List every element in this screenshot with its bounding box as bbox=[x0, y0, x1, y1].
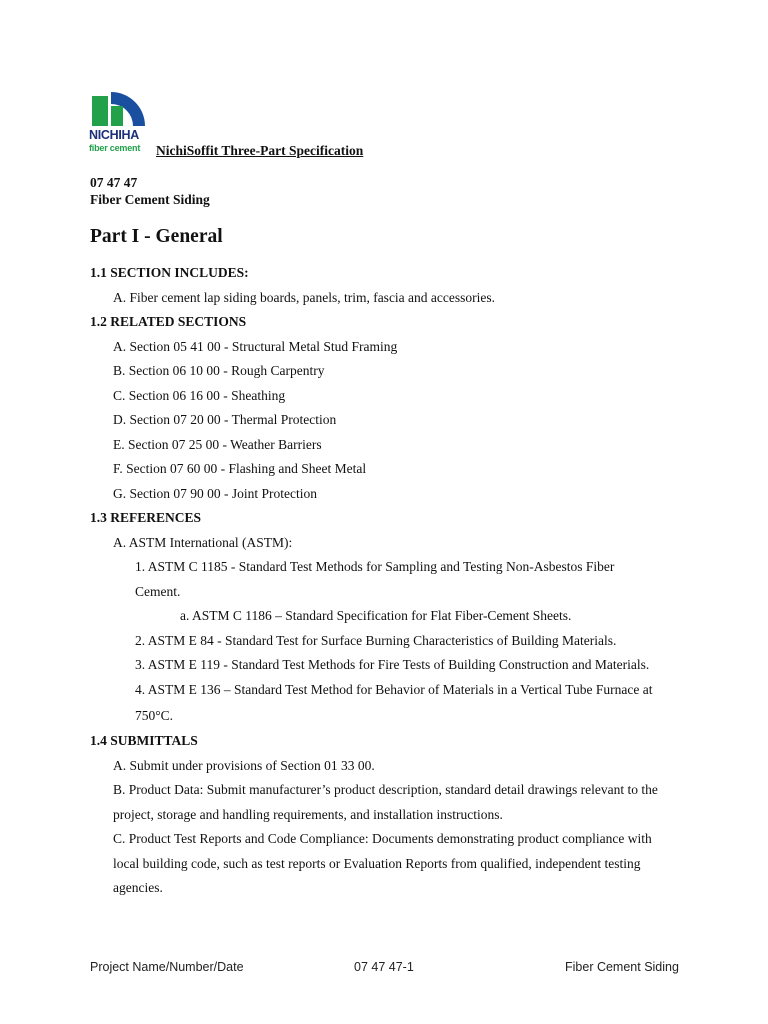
related-section-item: C. Section 06 16 00 - Sheathing bbox=[113, 388, 286, 403]
heading-1-4: 1.4 SUBMITTALS bbox=[90, 733, 198, 748]
logo-tagline: fiber cement bbox=[89, 143, 141, 153]
reference-item-4-cont: 750°C. bbox=[135, 708, 174, 723]
reference-item-1-cont: Cement. bbox=[135, 584, 181, 599]
heading-1-1: 1.1 SECTION INCLUDES: bbox=[90, 265, 249, 280]
heading-1-2: 1.2 RELATED SECTIONS bbox=[90, 314, 247, 329]
document-title: NichiSoffit Three-Part Specification bbox=[156, 143, 364, 158]
related-section-item: D. Section 07 20 00 - Thermal Protection bbox=[113, 412, 337, 427]
related-section-item: A. Section 05 41 00 - Structural Metal Stud Framing bbox=[113, 339, 398, 354]
submittal-item-c-cont2: agencies. bbox=[113, 880, 163, 895]
section-subtitle: Fiber Cement Siding bbox=[90, 192, 210, 207]
reference-item-4: 4. ASTM E 136 – Standard Test Method for Behavior of Materials in a Vertical Tube Furnace at bbox=[135, 682, 653, 697]
related-section-item: E. Section 07 25 00 - Weather Barriers bbox=[113, 437, 322, 452]
section-code: 07 47 47 bbox=[90, 175, 138, 190]
submittal-item-b: B. Product Data: Submit manufacturer’s product description, standard detail drawings relevant to the bbox=[113, 782, 658, 797]
footer-project-info: Project Name/Number/Date bbox=[90, 960, 244, 974]
submittal-item-b-cont: project, storage and handling requirements, and installation instructions. bbox=[113, 807, 503, 822]
reference-item-1: 1. ASTM C 1185 - Standard Test Methods for Sampling and Testing Non-Asbestos Fiber bbox=[135, 559, 615, 574]
related-section-item: B. Section 06 10 00 - Rough Carpentry bbox=[113, 363, 325, 378]
part-heading: Part I - General bbox=[90, 226, 223, 247]
reference-item-2: 2. ASTM E 84 - Standard Test for Surface Burning Characteristics of Building Materials. bbox=[135, 633, 617, 648]
related-section-item: G. Section 07 90 00 - Joint Protection bbox=[113, 486, 317, 501]
related-section-item: F. Section 07 60 00 - Flashing and Sheet Metal bbox=[113, 461, 367, 476]
reference-item-a: A. ASTM International (ASTM): bbox=[113, 535, 293, 550]
logo-wordmark: NICHIHA bbox=[89, 128, 139, 142]
submittal-item-a: A. Submit under provisions of Section 01 33 00. bbox=[113, 758, 375, 773]
submittal-item-c-cont: local building code, such as test reports or Evaluation Reports from qualified, independent testing bbox=[113, 856, 641, 871]
reference-item-3: 3. ASTM E 119 - Standard Test Methods for Fire Tests of Building Construction and Materials. bbox=[135, 657, 650, 672]
footer-page-number: 07 47 47-1 bbox=[354, 960, 414, 974]
nichiha-logo bbox=[89, 92, 149, 158]
reference-item-1a: a. ASTM C 1186 – Standard Specification for Flat Fiber-Cement Sheets. bbox=[180, 608, 572, 623]
item-1-1-a: A. Fiber cement lap siding boards, panels, trim, fascia and accessories. bbox=[113, 290, 496, 305]
footer-section-name: Fiber Cement Siding bbox=[565, 960, 679, 974]
heading-1-3: 1.3 REFERENCES bbox=[90, 510, 202, 525]
submittal-item-c: C. Product Test Reports and Code Compliance: Documents demonstrating product compliance with bbox=[113, 831, 652, 846]
